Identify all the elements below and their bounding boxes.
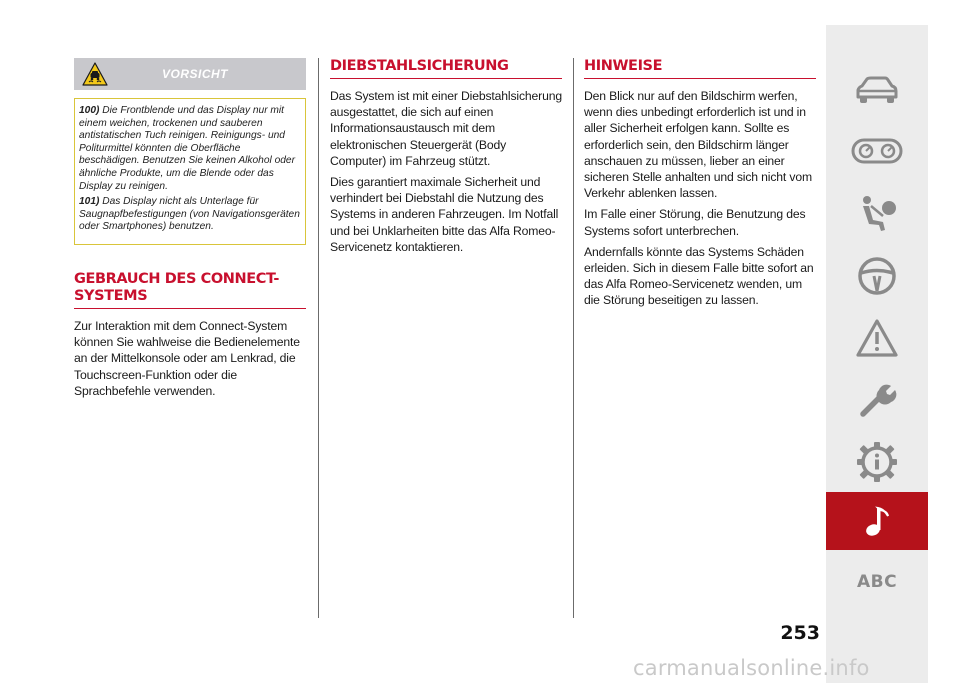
caution-body — [74, 98, 306, 245]
nav-item-vehicle[interactable] — [826, 61, 928, 119]
instrument-cluster-icon — [851, 137, 903, 167]
body-paragraph: Das System ist mit einer Diebstahlsicherung ausgestattet, die sich auf einen Informationsaustausch mit dem elektronischen Steuergerät (Body Computer) im Fahrzeug stützt. — [330, 89, 562, 168]
abc-index-label: ABC — [856, 572, 898, 592]
chapter-sidebar — [826, 25, 928, 683]
body-paragraph: Im Falle einer Störung, die Benutzung des Systems sofort unterbrechen. — [584, 207, 806, 238]
nav-item-index[interactable] — [826, 553, 928, 611]
nav-item-safety[interactable] — [826, 185, 928, 243]
wrench-icon — [857, 380, 897, 420]
body-paragraph: Den Blick nur auf den Bildschirm werfen, wenn dies unbedingt erforderlich ist und in aller Sicherheit erfolgen kann. Sollte es erforderlich sein, den Bildschirm länger anschauen zu müssen, lieber an einer sicheren Stelle anhalten und sich nicht vom Verkehr ablenken lassen. — [584, 89, 812, 201]
body-paragraph: Zur Interaktion mit dem Connect-System können Sie wahlweise die Bedienelemente an der Mittelkonsole oder am Lenkrad, die Touchscreen-Funktion oder die Sprachbefehle verwenden. — [74, 318, 300, 398]
column-middle — [330, 58, 562, 260]
slippery-warning-icon — [82, 62, 108, 86]
watermark: carmanualsonline.info — [633, 656, 870, 680]
caution-note — [79, 105, 301, 193]
column-divider — [573, 58, 574, 618]
section-heading-hints: HINWEISE — [584, 58, 816, 79]
body-paragraph: Andernfalls könnte das Systems Schäden erleiden. Sich in diesem Falle bitte sofort an das Alfa Romeo-Servicenetz wenden, um die Störung beseitigen zu lassen. — [584, 244, 814, 308]
nav-item-emergency[interactable] — [826, 309, 928, 367]
warning-triangle-icon — [855, 318, 899, 358]
caution-note — [79, 196, 301, 234]
nav-item-multimedia[interactable] — [826, 492, 928, 550]
section-heading-theft: DIEBSTAHLSICHERUNG — [330, 58, 562, 79]
car-icon — [852, 73, 902, 107]
music-note-icon — [862, 504, 892, 538]
note-number: 101) — [79, 196, 100, 208]
column-divider — [318, 58, 319, 618]
note-text: Das Display nicht als Unterlage für Saugnapfbefestigungen (von Navigationsgeräten oder Smartphones) benutzen. — [79, 196, 300, 233]
note-text: Die Frontblende und das Display nur mit einem weichen, trockenen und sauberen antistatischen Tuch reinigen. Reinigungs- und Politurmittel könnten die Oberfläche beschädigen. Benutzen Sie keinen Alkohol oder ähnliche Produkte, um die Blende oder das Display zu reinigen. — [79, 105, 295, 192]
gear-info-icon — [856, 441, 898, 483]
column-left — [74, 58, 306, 404]
caution-box — [74, 58, 306, 245]
nav-item-technical-data[interactable] — [826, 433, 928, 491]
caution-title: VORSICHT — [161, 67, 228, 81]
body-paragraph: Dies garantiert maximale Sicherheit und verhindert bei Diebstahl die Nutzung des Systems in anderen Fahrzeugen. Im Notfall und bei Unklarheiten bitte das Alfa Romeo-Servicenetz kontaktieren. — [330, 175, 559, 254]
note-number: 100) — [79, 105, 100, 116]
steering-wheel-icon — [857, 256, 897, 296]
caution-header — [74, 58, 306, 90]
nav-item-dashboard[interactable] — [826, 123, 928, 181]
airbag-seat-icon — [855, 194, 899, 234]
nav-item-driving[interactable] — [826, 247, 928, 305]
page-number: 253 — [780, 622, 820, 644]
nav-item-maintenance[interactable] — [826, 371, 928, 429]
column-right — [584, 58, 816, 314]
section-heading-connect: GEBRAUCH DES CONNECT-SYSTEMS — [74, 271, 306, 309]
